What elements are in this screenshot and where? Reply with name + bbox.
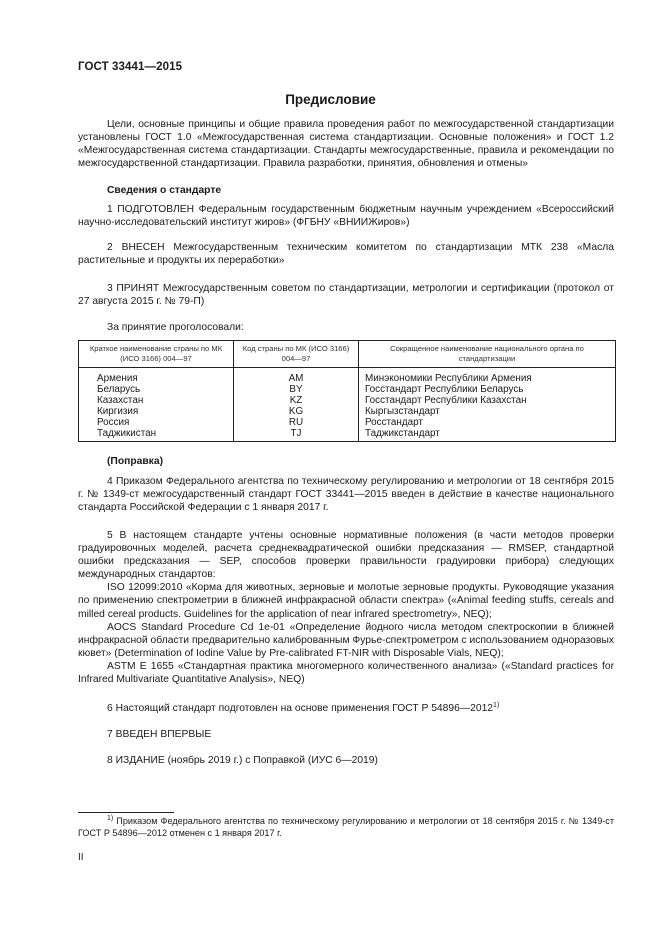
table-cell: KG <box>288 406 304 417</box>
item-2-text: 2 ВНЕСЕН Межгосударственным техническим комитетом по стандартизации МТК 238 «Масла растительные и продукты их переработки» <box>78 242 614 267</box>
table-cell: Таджикистан <box>97 428 157 439</box>
footnote-mark: 1) <box>107 815 114 822</box>
page-title: Предисловие <box>285 92 376 107</box>
country-column <box>79 368 234 442</box>
item-3-text: 3 ПРИНЯТ Межгосударственным советом по стандартизации, метрологии и сертификации (протокол от 27 августа 2015 г. № 79-П) <box>78 283 614 308</box>
item-8-text: 8 ИЗДАНИЕ (ноябрь 2019 г.) с Поправкой (ИУС 6—2019) <box>107 755 378 766</box>
item-2 <box>78 241 614 267</box>
table-body-row <box>79 368 616 442</box>
table-cell: RU <box>288 417 304 428</box>
item-4-text: 4 Приказом Федерального агентства по техническому регулированию и метрологии от 18 сентября 2015 г. № 1349-ст межгосударственный стандарт ГОСТ 33441—2015 введен в действие в качестве национального стандарта Российской Федерации с 1 января 2017 г. <box>78 476 614 514</box>
item-8 <box>78 754 614 767</box>
table-cell: Таджикстандарт <box>365 428 440 439</box>
info-heading: Сведения о стандарте <box>107 185 222 196</box>
table-cell: Армения <box>97 373 138 384</box>
table-header-row <box>79 341 616 368</box>
table-cell: Госстандарт Республики Беларусь <box>365 384 524 395</box>
table-header-code: Код страны по МК (ИСО 3166) 004—97 <box>234 341 359 368</box>
table-header-body: Сокращенное наименование национального органа по стандартизации <box>359 341 616 368</box>
footnote-text <box>78 815 614 839</box>
table-cell: Кыргызстандарт <box>365 406 440 417</box>
item-5-text: 5 В настоящем стандарте учтены основные нормативные положения (в части методов проверки градуировочных моделей, расчета среднеквадратической ошибки предсказания — RMSEP, стандартной ошибки предсказания — SEP, способов проверки правильности градуировки прибора) следующих международных стандартов: <box>78 530 614 581</box>
footnote-ref[interactable]: 1) <box>493 702 500 709</box>
table-cell: Госстандарт Республики Казахстан <box>365 395 527 406</box>
standards-body-column <box>359 368 616 442</box>
item-1 <box>78 203 614 229</box>
document-header: ГОСТ 33441—2015 <box>78 61 183 73</box>
page-number: II <box>78 852 84 863</box>
intro-paragraph <box>78 118 614 170</box>
item-6-text <box>78 702 614 715</box>
table-cell: Киргизия <box>97 406 139 417</box>
footnote-body: Приказом Федерального агентства по техническому регулированию и метрологии от 18 сентября 2015 г. № 1349-ст ГОСТ Р 54896—2012 отменен с 1 января 2017 г. <box>78 816 614 838</box>
item-5-ref-aocs: AOCS Standard Procedure Cd 1e-01 «Определение йодного числа методом спектроскопии в ближней инфракрасной области предварительно калиброванным Фурье-спектрометром с использованием одноразовых кювет» (Determination of Iodine Value by Pre-calibrated FT-NIR with Disposable Vials, NEQ); <box>78 621 614 659</box>
table-cell: Россия <box>97 417 130 428</box>
footnote <box>78 815 614 839</box>
table-cell: AM <box>288 373 304 384</box>
table-header-country: Краткое наименование страны по МК (ИСО 3166) 004—97 <box>79 341 234 368</box>
item-6 <box>78 702 614 715</box>
vote-label: За принятие проголосовали: <box>107 322 244 333</box>
table-cell: TJ <box>290 428 302 439</box>
item-3 <box>78 282 614 308</box>
table-cell: KZ <box>289 395 303 406</box>
item-5-ref-iso: ISO 12099:2010 «Корма для животных, зерновые и молотые зерновые продукты. Руководящие указания по применению спектрометрии в ближней инфракрасной области спектра» («Animal feeding stuffs, cereals and milled cereal products. Guidelines for the application of near infrared spectrometry», NEQ); <box>78 582 614 620</box>
code-column <box>234 368 359 442</box>
table-cell: Росстандарт <box>365 417 423 428</box>
item-7 <box>78 728 614 741</box>
item-5-ref-astm: ASTM E 1655 «Стандартная практика многомерного количественного анализа» («Standard practices for Infrared Multivariate Quantitative Analysis», NEQ) <box>78 660 614 686</box>
item-4 <box>78 475 614 514</box>
footnote-divider <box>78 812 174 813</box>
item-5 <box>78 529 614 686</box>
table-cell: BY <box>289 384 303 395</box>
item-6-label: 6 Настоящий стандарт подготовлен на основе применения ГОСТ Р 54896—2012 <box>107 703 494 714</box>
table-cell: Казахстан <box>97 395 144 406</box>
voting-table <box>78 340 616 442</box>
table-cell: Минэкономики Республики Армения <box>365 373 532 384</box>
item-1-text: 1 ПОДГОТОВЛЕН Федеральным государственным бюджетным научным учреждением «Всероссийский научно-исследовательский институт жиров» (ФГБНУ «ВНИИЖиров») <box>78 204 614 229</box>
amendment-label: (Поправка) <box>107 456 163 467</box>
intro-text: Цели, основные принципы и общие правила проведения работ по межгосударственной стандартизации установлены ГОСТ 1.0 «Межгосударственная система стандартизации. Основные положения» и ГОСТ 1.2 «Межгосударственная система стандартизации. Стандарты межгосударственные, правила и рекомендации по межгосударственной стандартизации. Правила разработки, принятия, обновления и отмены» <box>78 119 614 170</box>
item-7-text: 7 ВВЕДЕН ВПЕРВЫЕ <box>107 729 212 740</box>
table-cell: Беларусь <box>97 384 141 395</box>
